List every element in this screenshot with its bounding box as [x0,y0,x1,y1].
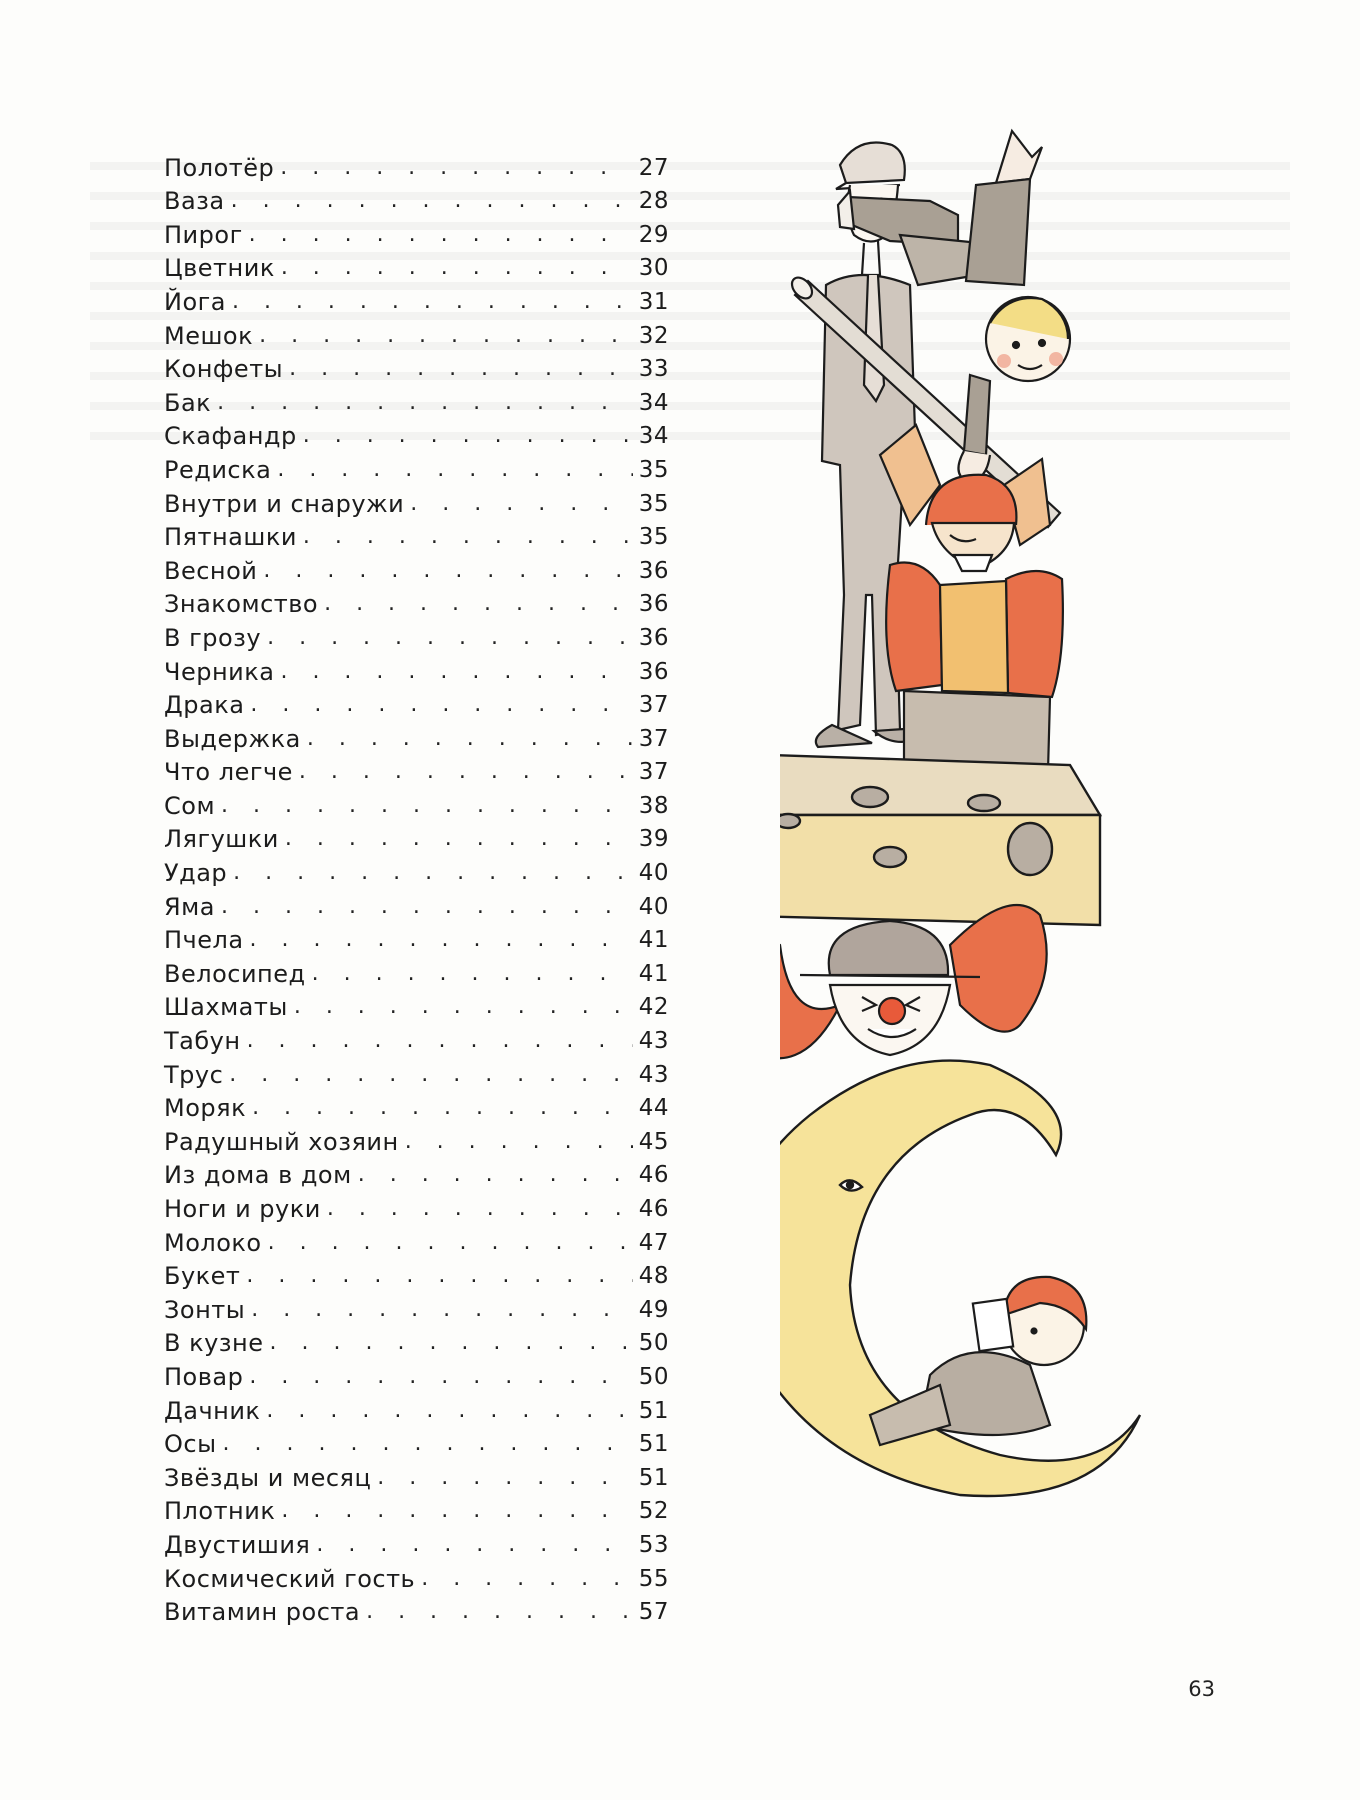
toc-entry-page: 49 [638,1296,669,1323]
toc-entry-title: Выдержка [164,724,301,753]
clown-face-icon [780,905,1047,1058]
toc-entry [164,988,669,1022]
toc-entry-title: Повар [164,1362,244,1391]
toc-leader-dots [232,288,633,316]
toc-entry-title: Космический гость [164,1564,416,1593]
toc-leader-dots [327,1195,633,1223]
toc-entry [164,249,669,283]
toc-entry [164,1458,669,1492]
toc-entry-title: Витамин роста [164,1598,361,1627]
toc-entry [164,182,669,216]
toc-leader-dots [266,1397,632,1425]
page-number: 63 [1188,1677,1215,1701]
toc-entry-page: 36 [638,624,669,651]
toc-leader-dots [358,1161,633,1189]
toc-entry-title: Ноги и руки [164,1195,321,1223]
toc-entry [164,1425,669,1459]
toc-entry [164,1257,669,1291]
toc-entry [164,417,669,451]
toc-leader-dots [252,1094,633,1122]
toc-entry-page: 43 [638,1028,669,1055]
toc-leader-dots [299,758,633,786]
toc-entry [164,1324,669,1358]
toc-entry-title: Табун [164,1027,241,1056]
toc-entry-title: В грозу [164,623,262,652]
toc-leader-dots [366,1598,633,1626]
table-of-contents [164,148,669,1626]
toc-entry [164,484,669,518]
toc-leader-dots [277,456,632,484]
toc-entry-title: Знакомство [164,590,319,619]
toc-entry-page: 39 [638,826,669,853]
toc-entry-title: Сом [164,791,216,820]
toc-leader-dots [223,1430,633,1458]
toc-entry [164,887,669,921]
toc-entry-page: 31 [638,288,669,315]
toc-entry-page: 36 [638,658,669,685]
toc-entry [164,1391,669,1425]
toc-entry-title: Шахматы [164,993,288,1022]
toc-entry [164,954,669,988]
toc-entry-title: Мешок [164,321,254,350]
toc-entry-page: 47 [638,1229,669,1256]
toc-entry-title: Черника [164,657,275,686]
toc-entry-page: 46 [638,1196,669,1222]
toc-entry-page: 53 [638,1531,669,1558]
toc-entry [164,618,669,652]
toc-leader-dots [281,1497,632,1525]
toc-entry [164,1357,669,1391]
toc-entry-page: 36 [638,557,669,584]
toc-entry [164,1593,669,1627]
toc-entry-title: Зонты [164,1295,246,1324]
toc-leader-dots [268,1229,633,1257]
toc-leader-dots [246,1262,632,1290]
toc-entry-title: Йога [164,287,226,316]
toc-entry [164,652,669,686]
toc-leader-dots [250,691,632,719]
toc-entry [164,1223,669,1257]
toc-leader-dots [303,422,633,450]
toc-entry [164,350,669,384]
toc-leader-dots [249,1363,632,1391]
toc-entry [164,551,669,585]
toc-entry [164,686,669,720]
toc-entry [164,719,669,753]
toc-entry-title: Внутри и снаружи [164,489,405,518]
cheese-block-icon [780,753,1100,925]
toc-leader-dots [303,523,633,551]
toc-entry [164,1525,669,1559]
toc-entry-page: 41 [638,927,669,954]
toc-entry-title: Бак [164,388,212,417]
toc-entry-page: 37 [638,759,669,786]
toc-entry-page: 50 [638,1330,669,1357]
toc-entry-title: Скафандр [164,422,297,451]
toc-entry-page: 36 [638,591,669,618]
toc-entry-title: Драка [164,691,245,720]
toc-entry-title: Редиска [164,455,272,484]
toc-leader-dots [421,1565,633,1593]
toc-leader-dots [307,725,633,753]
toc-entry [164,1559,669,1593]
toc-entry [164,1089,669,1123]
toc-entry-title: Пирог [164,220,243,249]
toc-entry-page: 52 [638,1498,669,1525]
toc-leader-dots [294,993,633,1021]
toc-entry-title: Дачник [164,1396,261,1425]
toc-entry-title: Полотёр [164,153,275,182]
toc-entry [164,921,669,955]
toc-entry-title: Радушный хозяин [164,1127,399,1156]
toc-entry-page: 51 [638,1464,669,1491]
toc-leader-dots [280,658,632,686]
toc-entry [164,316,669,350]
toc-entry-page: 40 [638,860,669,887]
toc-entry-title: Трус [164,1060,224,1089]
toc-entry-page: 40 [638,893,669,920]
toc-entry-page: 33 [638,356,669,383]
toc-entry [164,383,669,417]
toc-entry-page: 35 [638,490,669,517]
toc-leader-dots [221,792,633,820]
toc-entry [164,585,669,619]
toc-entry-page: 29 [638,221,669,248]
toc-entry-page: 32 [638,322,669,349]
toc-leader-dots [263,557,632,585]
toc-entry [164,1055,669,1089]
toc-entry [164,853,669,887]
toc-entry-page: 50 [638,1363,669,1390]
toc-entry [164,450,669,484]
toc-entry-page: 51 [638,1431,669,1458]
toc-leader-dots [281,254,633,282]
toc-entry-page: 43 [638,1061,669,1088]
toc-entry-title: Конфеты [164,355,284,384]
toc-leader-dots [267,624,633,652]
toc-leader-dots [324,590,633,618]
toc-entry-page: 35 [638,456,669,483]
toc-entry [164,753,669,787]
toc-leader-dots [316,1531,632,1559]
toc-leader-dots [231,187,633,215]
toc-leader-dots [233,859,633,887]
toc-entry-title: Велосипед [164,959,306,988]
toc-entry-title: Букет [164,1262,241,1291]
toc-leader-dots [410,490,632,518]
reading-child-icon [870,1277,1086,1445]
toc-entry-page: 35 [638,524,669,551]
toc-leader-dots [312,960,633,988]
toc-entry-title: Что легче [164,758,293,787]
toc-entry-page: 34 [638,423,669,450]
toc-leader-dots [280,154,632,182]
strongman-icon [880,425,1063,793]
toc-entry-page: 45 [638,1128,669,1155]
toc-entry-page: 37 [638,692,669,719]
toc-entry-title: Двустишия [164,1530,311,1559]
toc-entry-page: 28 [638,188,669,215]
toc-entry [164,215,669,249]
toc-entry-page: 37 [638,725,669,752]
toc-entry-title: Яма [164,892,215,921]
toc-entry-title: Плотник [164,1497,276,1526]
toc-entry [164,148,669,182]
toc-entry [164,518,669,552]
toc-entry [164,1156,669,1190]
toc-entry-title: Пчела [164,926,244,955]
toc-leader-dots [221,893,633,921]
toc-leader-dots [247,1027,633,1055]
toc-leader-dots [259,322,633,350]
toc-entry-page: 48 [638,1263,669,1290]
toc-entry-title: Удар [164,859,228,888]
toc-leader-dots [217,389,633,417]
toc-leader-dots [270,1329,633,1357]
toc-entry-title: Цветник [164,254,275,283]
toc-entry-page: 55 [638,1565,669,1592]
toc-entry-title: Пятнашки [164,523,297,552]
toc-leader-dots [289,355,633,383]
toc-entry [164,786,669,820]
toc-leader-dots [285,825,633,853]
toc-entry-page: 42 [638,994,669,1021]
toc-entry [164,820,669,854]
toc-leader-dots [249,221,633,249]
illustration [780,125,1200,1685]
toc-leader-dots [229,1061,632,1089]
toc-entry-title: Из дома в дом [164,1161,352,1190]
toc-entry [164,282,669,316]
toc-leader-dots [251,1296,633,1324]
toc-entry-page: 46 [638,1162,669,1189]
toc-entry [164,1492,669,1526]
toc-entry-title: Ваза [164,187,225,216]
toc-entry [164,1122,669,1156]
toc-leader-dots [405,1128,633,1156]
toc-entry-page: 44 [638,1095,669,1122]
toc-leader-dots [377,1464,632,1492]
toc-entry-title: Весной [164,556,258,585]
toc-entry-page: 27 [638,154,669,181]
toc-leader-dots [250,926,633,954]
toc-entry-page: 57 [638,1599,669,1626]
toc-entry-title: Моряк [164,1094,247,1123]
toc-entry [164,1021,669,1055]
toc-entry-title: Молоко [164,1228,262,1257]
toc-entry [164,1290,669,1324]
toc-entry-page: 38 [638,792,669,819]
toc-entry-title: Звёзды и месяц [164,1463,372,1492]
toc-entry-page: 30 [638,255,669,282]
toc-entry-page: 51 [638,1397,669,1424]
toc-entry-title: В кузне [164,1329,264,1358]
toc-entry-page: 34 [638,389,669,416]
toc-entry-title: Лягушки [164,825,279,854]
toc-entry [164,1189,669,1223]
toc-entry-title: Осы [164,1430,217,1459]
toc-entry-page: 41 [638,960,669,987]
